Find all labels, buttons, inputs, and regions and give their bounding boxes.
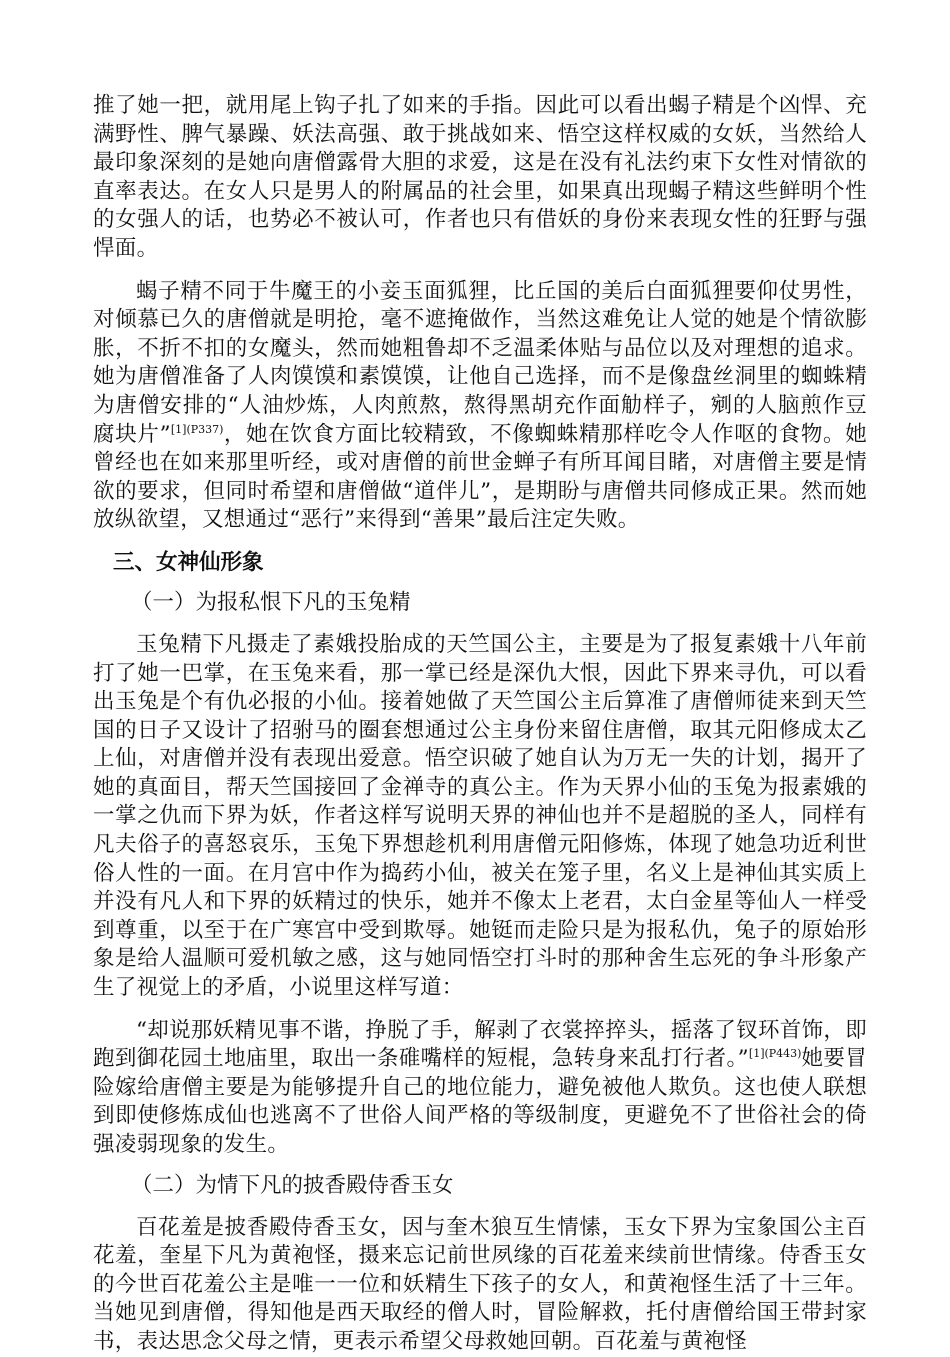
subsection-heading-incense-maiden: （二）为情下凡的披香殿侍香玉女 <box>131 1172 454 1198</box>
paragraph-scorpion-summary: 推了她一把，就用尾上钩子扎了如来的手指。因此可以看出蝎子精是个凶悍、充满野性、脾气暴躁、妖法高强、敢于挑战如来、悟空这样权威的女妖，当然给人最印象深刻的是她向唐僧露骨大胆的求爱，这是在没有礼法约束下女性对情欲的直率表达。在女人只是男人的附属品的社会里，如果真出现蝎子精这些鲜明个性的女强人的话，也势必不被认可，作者也只有借妖的身份来表现女性的狂野与强悍面。 <box>93 93 867 261</box>
citation: [1](P443) <box>748 1047 802 1061</box>
paragraph-text: 蝎子精不同于牛魔王的小妾玉面狐狸，比丘国的美后白面狐狸要仰仗男性，对倾慕已久的唐僧就是明抢，毫不遮掩做作，当然这难免让人觉的她是个情欲膨胀，不折不扣的女魔头，然而她粗鲁却不乏温柔体贴与品位以及对理想的追求。她为唐僧准备了人肉馍馍和素馍馍，让他自己选择，而不是像盘丝洞里的蜘蛛精为唐僧安排的“人油炒炼，人肉煎熬，熬得黑胡充作面觔样子，剜的人脑煎作豆腐块片” <box>93 278 867 447</box>
paragraph-jade-rabbit: 玉兔精下凡摄走了素娥投胎成的天竺国公主，主要是为了报复素娥十八年前打了她一巴掌，在玉兔来看，那一掌已经是深仇大恨，因此下界来寻仇，可以看出玉兔是个有仇必报的小仙。接着她做了天竺国公主后算准了唐僧师徒来到天竺国的日子又设计了招驸马的圈套想通过公主身份来留住唐僧，取其元阳修成太乙上仙，对唐僧并没有表现出爱意。悟空识破了她自认为万无一失的计划，揭开了她的真面目，帮天竺国接回了金禅寺的真公主。作为天界小仙的玉兔为报素娥的一掌之仇而下界为妖，作者这样写说明天界的神仙也并不是超脱的圣人，同样有凡夫俗子的喜怒哀乐，玉兔下界想趁机利用唐僧元阳修炼，体现了她急功近利世俗人性的一面。在月宫中作为捣药小仙，被关在笼子里，名义上是神仙其实质上并没有凡人和下界的妖精过的快乐，她并不像太上老君，太白金星等仙人一样受到尊重，以至于在广寒宫中受到欺辱。她铤而走险只是为报私仇，兔子的原始形象是给人温顺可爱机敏之感，这与她同悟空打斗时的那种舍生忘死的争斗形象产生了视觉上的矛盾，小说里这样写道： <box>93 631 867 1001</box>
citation: [1](P337) <box>170 422 224 436</box>
section-heading: 三、女神仙形象 <box>113 549 264 575</box>
paragraph-text: 她要冒险嫁给唐僧主要是为能够提升自己的地位能力，避免被他人欺负。这也使人联想到即使修炼成仙也逃离不了世俗人间严格的等级制度，更避免不了世俗社会的倚强凌弱现象的发生。 <box>93 1046 868 1157</box>
document-page <box>93 92 867 1357</box>
subsection-heading-jade-rabbit: （一）为报私恨下凡的玉兔精 <box>131 589 411 615</box>
paragraph-quotation <box>93 1017 867 1160</box>
paragraph-text: ，她在饮食方面比较精致，不像蜘蛛精那样吃令人作呕的食物。她曾经也在如来那里听经，或对唐僧的前世金蝉子有所耳闻目睹，对唐僧主要是情欲的要求，但同时希望和唐僧做“道伴儿”，是期盼与唐僧共同修成正果。然而她放纵欲望，又想通过“恶行”来得到“善果”最后注定失败。 <box>93 421 867 533</box>
paragraph-baihuaxiu: 百花羞是披香殿侍香玉女，因与奎木狼互生情愫，玉女下界为宝象国公主百花羞，奎星下凡为黄袍怪，摄来忘记前世夙缘的百花羞来续前世情缘。侍香玉女的今世百花羞公主是唯一一位和妖精生下孩子的女人，和黄袍怪生活了十三年。当她见到唐僧，得知他是西天取经的僧人时，冒险解救，托付唐僧给国王带封家书，表达思念父母之情，更表示希望父母救她回朝。百花羞与黄袍怪 <box>93 1214 867 1354</box>
quotation-text: “却说那妖精见事不谐，挣脱了手，解剥了衣裳捽捽头，摇落了钗环首饰，即跑到御花园土地庙里，取出一条碓嘴样的短棍，急转身来乱打行者。” <box>93 1017 867 1072</box>
paragraph-scorpion-comparison <box>93 278 867 535</box>
